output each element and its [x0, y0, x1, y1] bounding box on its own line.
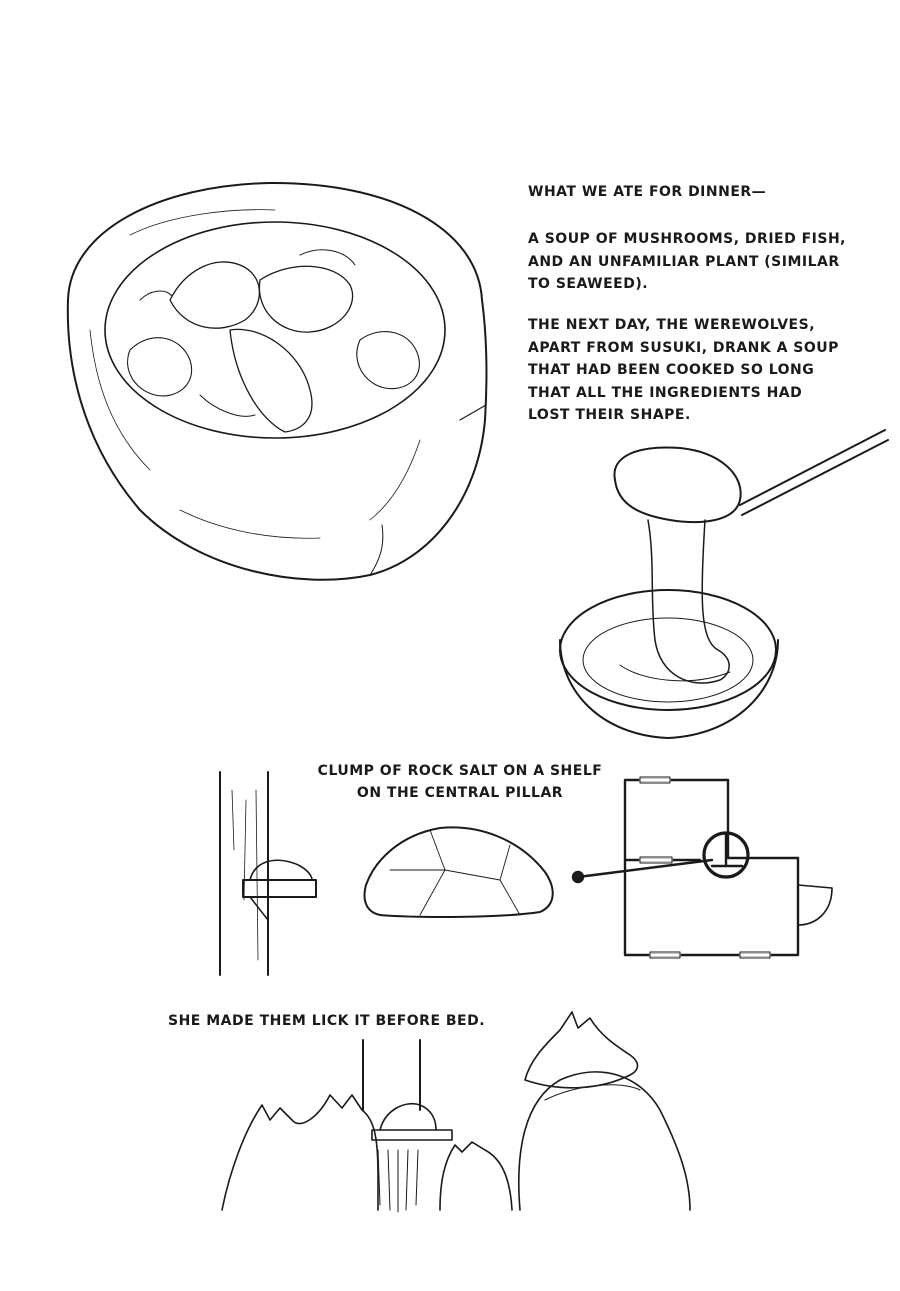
next-day-description-line: LOST THEIR SHAPE. — [528, 407, 691, 423]
werewolves-licking-salt-illustration — [222, 1012, 690, 1212]
bedtime-caption: SHE MADE THEM LICK IT BEFORE BED. — [168, 1013, 486, 1029]
dinner-description-line: AND AN UNFAMILIAR PLANT (SIMILAR — [528, 253, 840, 270]
salt-caption-line: ON THE CENTRAL PILLAR — [356, 785, 564, 801]
dinner-heading: WHAT WE ATE FOR DINNER— — [528, 184, 767, 200]
salt-caption-line: CLUMP OF ROCK SALT ON A SHELF — [317, 763, 603, 779]
soup-bowl-illustration — [68, 183, 487, 580]
dinner-description-line: A SOUP OF MUSHROOMS, DRIED FISH, — [528, 231, 846, 247]
dinner-description-line: TO SEAWEED). — [528, 276, 649, 292]
rock-salt-illustration — [365, 827, 553, 917]
salt-caption — [290, 760, 630, 804]
dinner-description — [528, 228, 868, 296]
next-day-description-line: THAT ALL THE INGREDIENTS HAD — [528, 384, 803, 401]
floor-plan-illustration — [573, 777, 832, 958]
next-day-description-line: THAT HAD BEEN COOKED SO LONG — [528, 362, 815, 378]
ladle-pouring-illustration — [560, 430, 888, 738]
next-day-description — [528, 314, 868, 427]
next-day-description-line: APART FROM SUSUKI, DRANK A SOUP — [528, 339, 839, 356]
next-day-description-line: THE NEXT DAY, THE WEREWOLVES, — [528, 317, 816, 333]
